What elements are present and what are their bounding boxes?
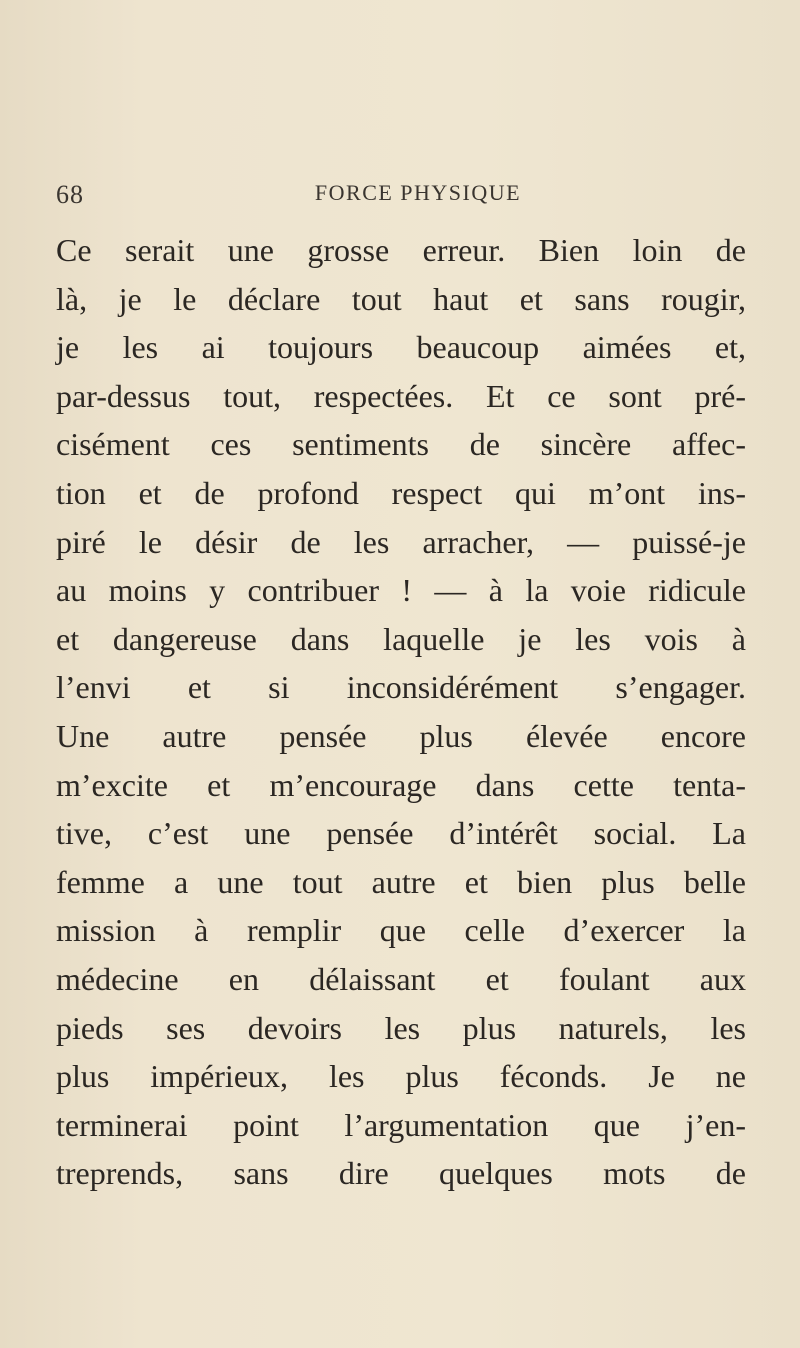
text-line: médecine en délaissant et foulant aux: [56, 960, 746, 997]
page-header: [56, 180, 746, 214]
text-line: pieds ses devoirs les plus naturels, les: [56, 1009, 746, 1046]
text-line: je les ai toujours beaucoup aimées et,: [56, 329, 746, 366]
text-line: treprends, sans dire quelques mots de: [56, 1155, 746, 1192]
text-line: là, je le déclare tout haut et sans rougir,: [56, 280, 746, 317]
text-line: piré le désir de les arracher, — puissé-je: [56, 523, 746, 560]
text-line: et dangereuse dans laquelle je les vois à: [56, 620, 746, 657]
text-line: par-dessus tout, respectées. Et ce sont pré-: [56, 377, 746, 414]
text-line: terminerai point l’argumentation que j’en-: [56, 1106, 746, 1143]
text-line: tive, c’est une pensée d’intérêt social. La: [56, 815, 746, 852]
text-line: Ce serait une grosse erreur. Bien loin de: [56, 232, 746, 268]
text-line: tion et de profond respect qui m’ont ins-: [56, 474, 746, 511]
running-title: FORCE PHYSIQUE: [314, 180, 522, 205]
text-line: plus impérieux, les plus féconds. Je ne: [56, 1058, 746, 1095]
body-text: [56, 226, 746, 1198]
text-line: Une autre pensée plus élevée encore: [56, 717, 746, 754]
page-number: 68: [56, 180, 84, 209]
text-line: m’excite et m’encourage dans cette tenta-: [56, 766, 746, 803]
text-line: l’envi et si inconsidérément s’engager.: [56, 669, 746, 706]
text-line: au moins y contribuer ! — à la voie ridicule: [56, 572, 746, 609]
text-line: mission à remplir que celle d’exercer la: [56, 912, 746, 949]
text-line: femme a une tout autre et bien plus belle: [56, 863, 746, 900]
text-line: cisément ces sentiments de sincère affec-: [56, 426, 746, 463]
